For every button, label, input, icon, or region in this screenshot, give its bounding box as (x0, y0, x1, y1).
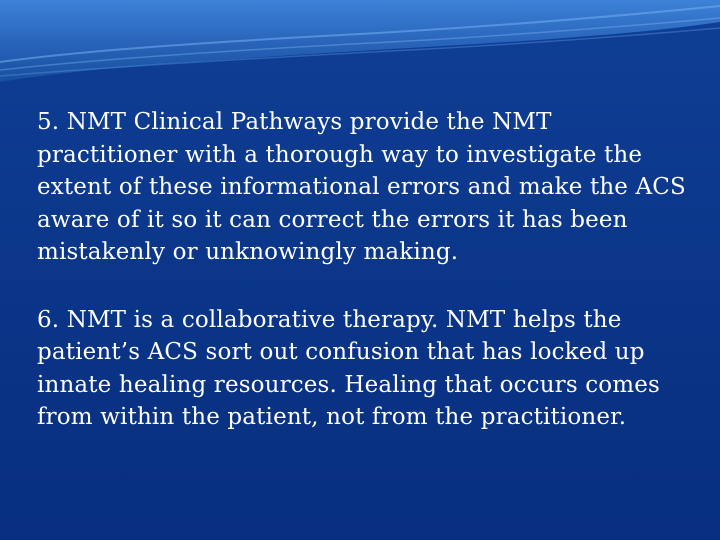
header-wave-decoration (0, 0, 720, 90)
paragraph-5: 5. NMT Clinical Pathways provide the NMT practitioner with a thorough way to investigate the extent of these informational errors and make the ACS aware of it so it can correct the errors it has been mistakenly or unknowingly making. (37, 109, 686, 265)
slide-body (37, 106, 697, 434)
paragraph-6: 6. NMT is a collaborative therapy. NMT helps the patient’s ACS sort out confusion that has locked up innate healing resources. Healing that occurs comes from within the patient, not from the practitioner. (37, 306, 660, 430)
